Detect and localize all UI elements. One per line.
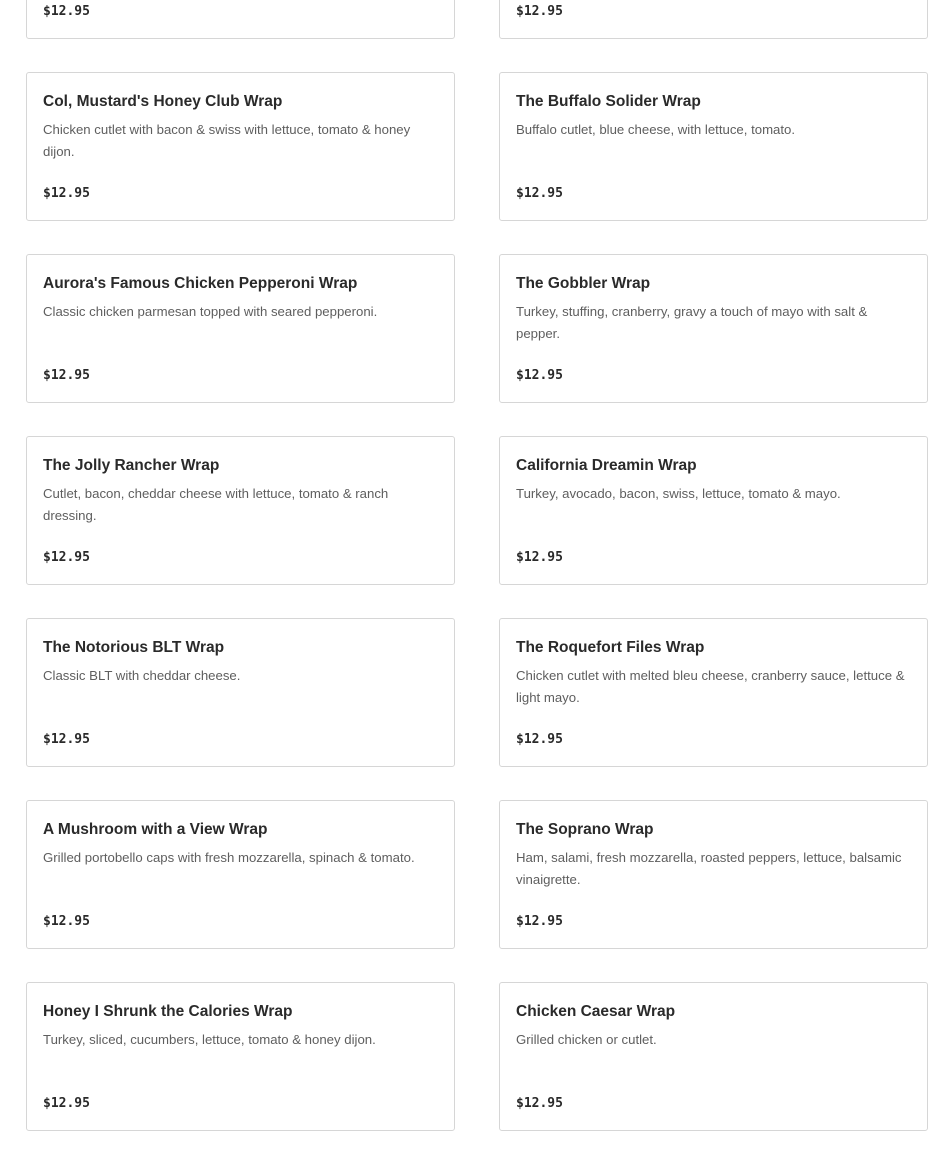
menu-item-name: The Soprano Wrap (516, 821, 654, 838)
menu-item-price: $12.95 (43, 4, 90, 19)
menu-item-name: The Buffalo Solider Wrap (516, 93, 701, 110)
menu-item-price: $12.95 (43, 186, 90, 201)
menu-item-description: Classic BLT with cheddar cheese. (43, 668, 241, 683)
menu-item-price: $12.95 (43, 732, 90, 747)
menu-item-name: Chicken Caesar Wrap (516, 1003, 676, 1020)
menu-item-price: $12.95 (516, 1096, 563, 1111)
menu-item-price: $12.95 (516, 914, 563, 929)
menu-item-card[interactable] (499, 800, 928, 949)
menu-item-description: Turkey, avocado, bacon, swiss, lettuce, tomato & mayo. (516, 486, 841, 501)
menu-item-price: $12.95 (43, 914, 90, 929)
menu-item-name: A Mushroom with a View Wrap (43, 821, 268, 838)
menu-item-name: The Notorious BLT Wrap (43, 639, 225, 656)
menu-item-price: $12.95 (516, 732, 563, 747)
menu-item-price: $12.95 (516, 368, 563, 383)
menu-item-description: Chicken cutlet with bacon & swiss with lettuce, tomato & honey dijon. (43, 122, 411, 159)
menu-item-name: The Jolly Rancher Wrap (43, 457, 220, 474)
menu-item-card[interactable] (499, 436, 928, 585)
menu-item-name: The Gobbler Wrap (516, 275, 651, 292)
menu-item-price: $12.95 (43, 1096, 90, 1111)
menu-item-card[interactable] (499, 982, 928, 1131)
menu-item-description: Grilled portobello caps with fresh mozzarella, spinach & tomato. (43, 850, 415, 865)
menu-item-description: Classic chicken parmesan topped with seared pepperoni. (43, 304, 378, 319)
menu-item-card[interactable] (26, 800, 455, 949)
menu-item-card[interactable] (26, 72, 455, 221)
menu-item-card[interactable] (499, 618, 928, 767)
menu-item-price: $12.95 (516, 550, 563, 565)
menu-item-card[interactable] (26, 254, 455, 403)
menu-item-description: Cutlet, bacon, cheddar cheese with lettuce, tomato & ranch dressing. (43, 486, 389, 523)
menu-item-price: $12.95 (516, 4, 563, 19)
menu-item-card[interactable] (499, 0, 928, 39)
menu-item-card[interactable] (26, 618, 455, 767)
menu-item-price: $12.95 (43, 368, 90, 383)
menu-items-grid (26, 0, 928, 1131)
menu-item-card[interactable] (26, 982, 455, 1131)
menu-item-name: The Roquefort Files Wrap (516, 639, 705, 656)
menu-item-description: Turkey, stuffing, cranberry, gravy a touch of mayo with salt & pepper. (516, 304, 868, 341)
menu-item-card[interactable] (26, 0, 455, 39)
menu-item-description: Turkey, sliced, cucumbers, lettuce, tomato & honey dijon. (43, 1032, 376, 1047)
menu-item-name: Honey I Shrunk the Calories Wrap (43, 1003, 293, 1020)
menu-item-price: $12.95 (516, 186, 563, 201)
menu-item-description: Chicken cutlet with melted bleu cheese, cranberry sauce, lettuce & light mayo. (516, 668, 905, 705)
menu-item-name: Aurora's Famous Chicken Pepperoni Wrap (43, 275, 358, 292)
menu-item-name: Col, Mustard's Honey Club Wrap (43, 93, 283, 110)
menu-item-price: $12.95 (43, 550, 90, 565)
menu-item-description: Buffalo cutlet, blue cheese, with lettuce, tomato. (516, 122, 796, 137)
menu-item-card[interactable] (26, 436, 455, 585)
menu-item-description: Grilled chicken or cutlet. (516, 1032, 657, 1047)
menu-item-name: California Dreamin Wrap (516, 457, 697, 474)
menu-item-description: Ham, salami, fresh mozzarella, roasted peppers, lettuce, balsamic vinaigrette. (516, 850, 902, 887)
menu-item-card[interactable] (499, 72, 928, 221)
menu-item-card[interactable] (499, 254, 928, 403)
